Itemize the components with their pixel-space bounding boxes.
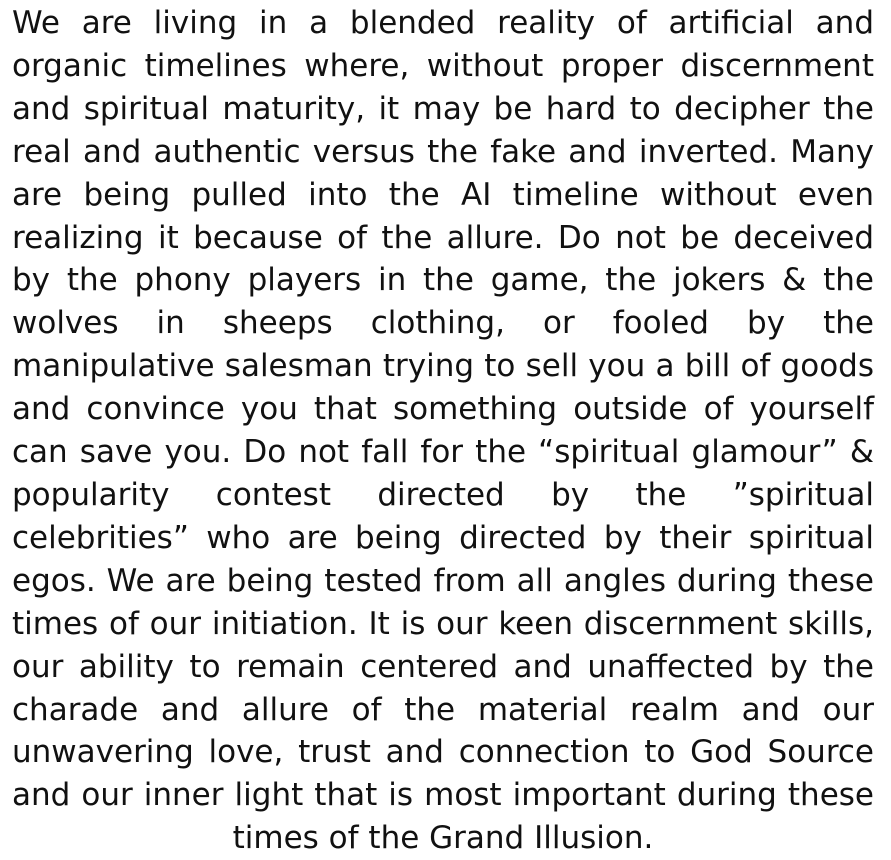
quote-text: We are living in a blended reality of artificial and organic timelines where, without proper discernment and spiritual maturity, it may be hard to decipher the real and authentic versus the fake and inverted. Many are being pulled into the AI timeline without even realizing it because of the allure. Do not be deceived by the phony players in the game, the jokers & the wolves in sheeps clothing, or fooled by the manipulative salesman trying to sell you a bill of goods and convince you that something outside of yourself can save you. Do not fall for the “spiritual glamour” & popularity contest directed by the ”spiritual celebrities” who are being directed by their spiritual egos. We are being tested from all angles during these times of our initiation. It is our keen discernment skills, our ability to remain centered and unaffected by the charade and allure of the material realm and our unwavering love, trust and connection to God Source and our inner light that is most important during these times of the Grand Illusion. [12, 5, 874, 857]
